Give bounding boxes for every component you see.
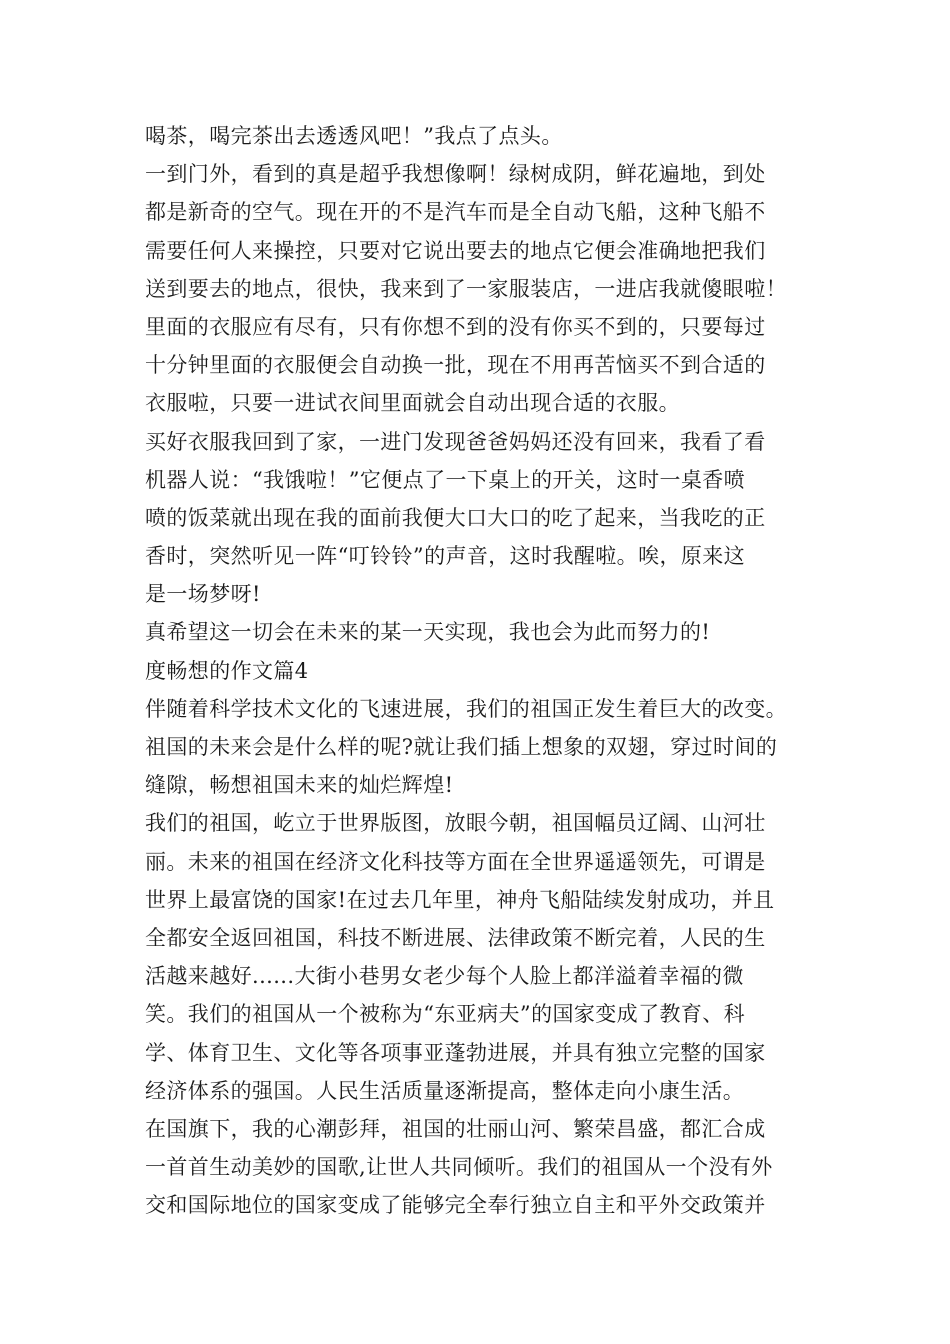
paragraph bbox=[145, 804, 835, 1110]
text-line: 全都安全返回祖国，科技不断进展、法律政策不断完着，人民的生 bbox=[145, 925, 766, 950]
text-line: 在国旗下，我的心潮彭拜，祖国的壮丽山河、繁荣昌盛，都汇合成 bbox=[145, 1116, 766, 1141]
paragraph bbox=[145, 690, 835, 805]
text-line: 活越来越好......大街小巷男女老少每个人脸上都洋溢着幸福的微 bbox=[145, 964, 744, 989]
text-line: 笑。我们的祖国从一个被称为“东亚病夫”的国家变成了教育、科 bbox=[145, 1002, 746, 1027]
text-line: 缝隙，畅想祖国未来的灿烂辉煌! bbox=[145, 773, 454, 798]
text-line: 需要任何人来操控，只要对它说出要去的地点它便会准确地把我们 bbox=[145, 238, 766, 263]
text-line: 是一场梦呀! bbox=[145, 582, 261, 607]
text-line: 祖国的未来会是什么样的呢?就让我们插上想象的双翅，穿过时间的 bbox=[145, 735, 778, 759]
text-line: 都是新奇的空气。现在开的不是汽车而是全自动飞船，这种飞船不 bbox=[145, 200, 766, 225]
text-line: 伴随着科学技术文化的飞速进展，我们的祖国正发生着巨大的改变。 bbox=[145, 696, 787, 721]
text-line: 一到门外，看到的真是超乎我想像啊！绿树成阴，鲜花遍地，到处 bbox=[145, 162, 766, 187]
paragraph bbox=[145, 155, 835, 422]
text-line: 世界上最富饶的国家!在过去几年里，神舟飞船陆续发射成功，并且 bbox=[145, 887, 775, 912]
text-line: 一首首生动美妙的国歌,让世人共同倾听。我们的祖国从一个没有外 bbox=[145, 1155, 773, 1180]
text-line: 经济体系的强国。人民生活质量逐渐提高，整体走向小康生活。 bbox=[145, 1078, 745, 1103]
paragraph bbox=[145, 613, 835, 651]
section-title: 度畅想的作文篇4 bbox=[145, 658, 309, 683]
text-line: 真希望这一切会在未来的某一天实现，我也会为此而努力的! bbox=[145, 620, 711, 645]
text-line: 我们的祖国，屹立于世界版图，放眼今朝，祖国幅员辽阔、山河壮 bbox=[145, 811, 766, 836]
text-line: 里面的衣服应有尽有，只有你想不到的没有你买不到的，只要每过 bbox=[145, 314, 766, 339]
text-line: 喝茶，喝完茶出去透透风吧！”我点了点头。 bbox=[145, 124, 563, 148]
text-line: 十分钟里面的衣服便会自动换一批，现在不用再苦恼买不到合适的 bbox=[145, 353, 766, 378]
text-line: 喷的饭菜就出现在我的面前我便大口大口的吃了起来，当我吃的正 bbox=[145, 505, 766, 530]
paragraph bbox=[145, 1110, 835, 1225]
text-line: 学、体育卫生、文化等各项事亚蓬勃进展，并具有独立完整的国家 bbox=[145, 1040, 766, 1065]
text-line: 买好衣服我回到了家，一进门发现爸爸妈妈还没有回来，我看了看 bbox=[145, 429, 766, 454]
section-heading bbox=[145, 652, 835, 690]
text-line: 丽。未来的祖国在经济文化科技等方面在全世界遥遥领先，可谓是 bbox=[145, 849, 766, 874]
paragraph bbox=[145, 423, 835, 614]
paragraph bbox=[145, 117, 835, 155]
text-line: 机器人说：“我饿啦！”它便点了一下桌上的开关，这时一桌香喷 bbox=[145, 467, 746, 492]
document-body bbox=[145, 117, 835, 1224]
text-line: 香时，突然听见一阵“叮铃铃”的声音，这时我醒啦。唉，原来这 bbox=[145, 544, 746, 569]
text-line: 衣服啦，只要一进试衣间里面就会自动出现合适的衣服。 bbox=[145, 391, 680, 416]
text-line: 交和国际地位的国家变成了能够完全奉行独立自主和平外交政策并 bbox=[145, 1193, 766, 1218]
text-line: 送到要去的地点，很快，我来到了一家服装店，一进店我就傻眼啦！ bbox=[145, 276, 787, 301]
